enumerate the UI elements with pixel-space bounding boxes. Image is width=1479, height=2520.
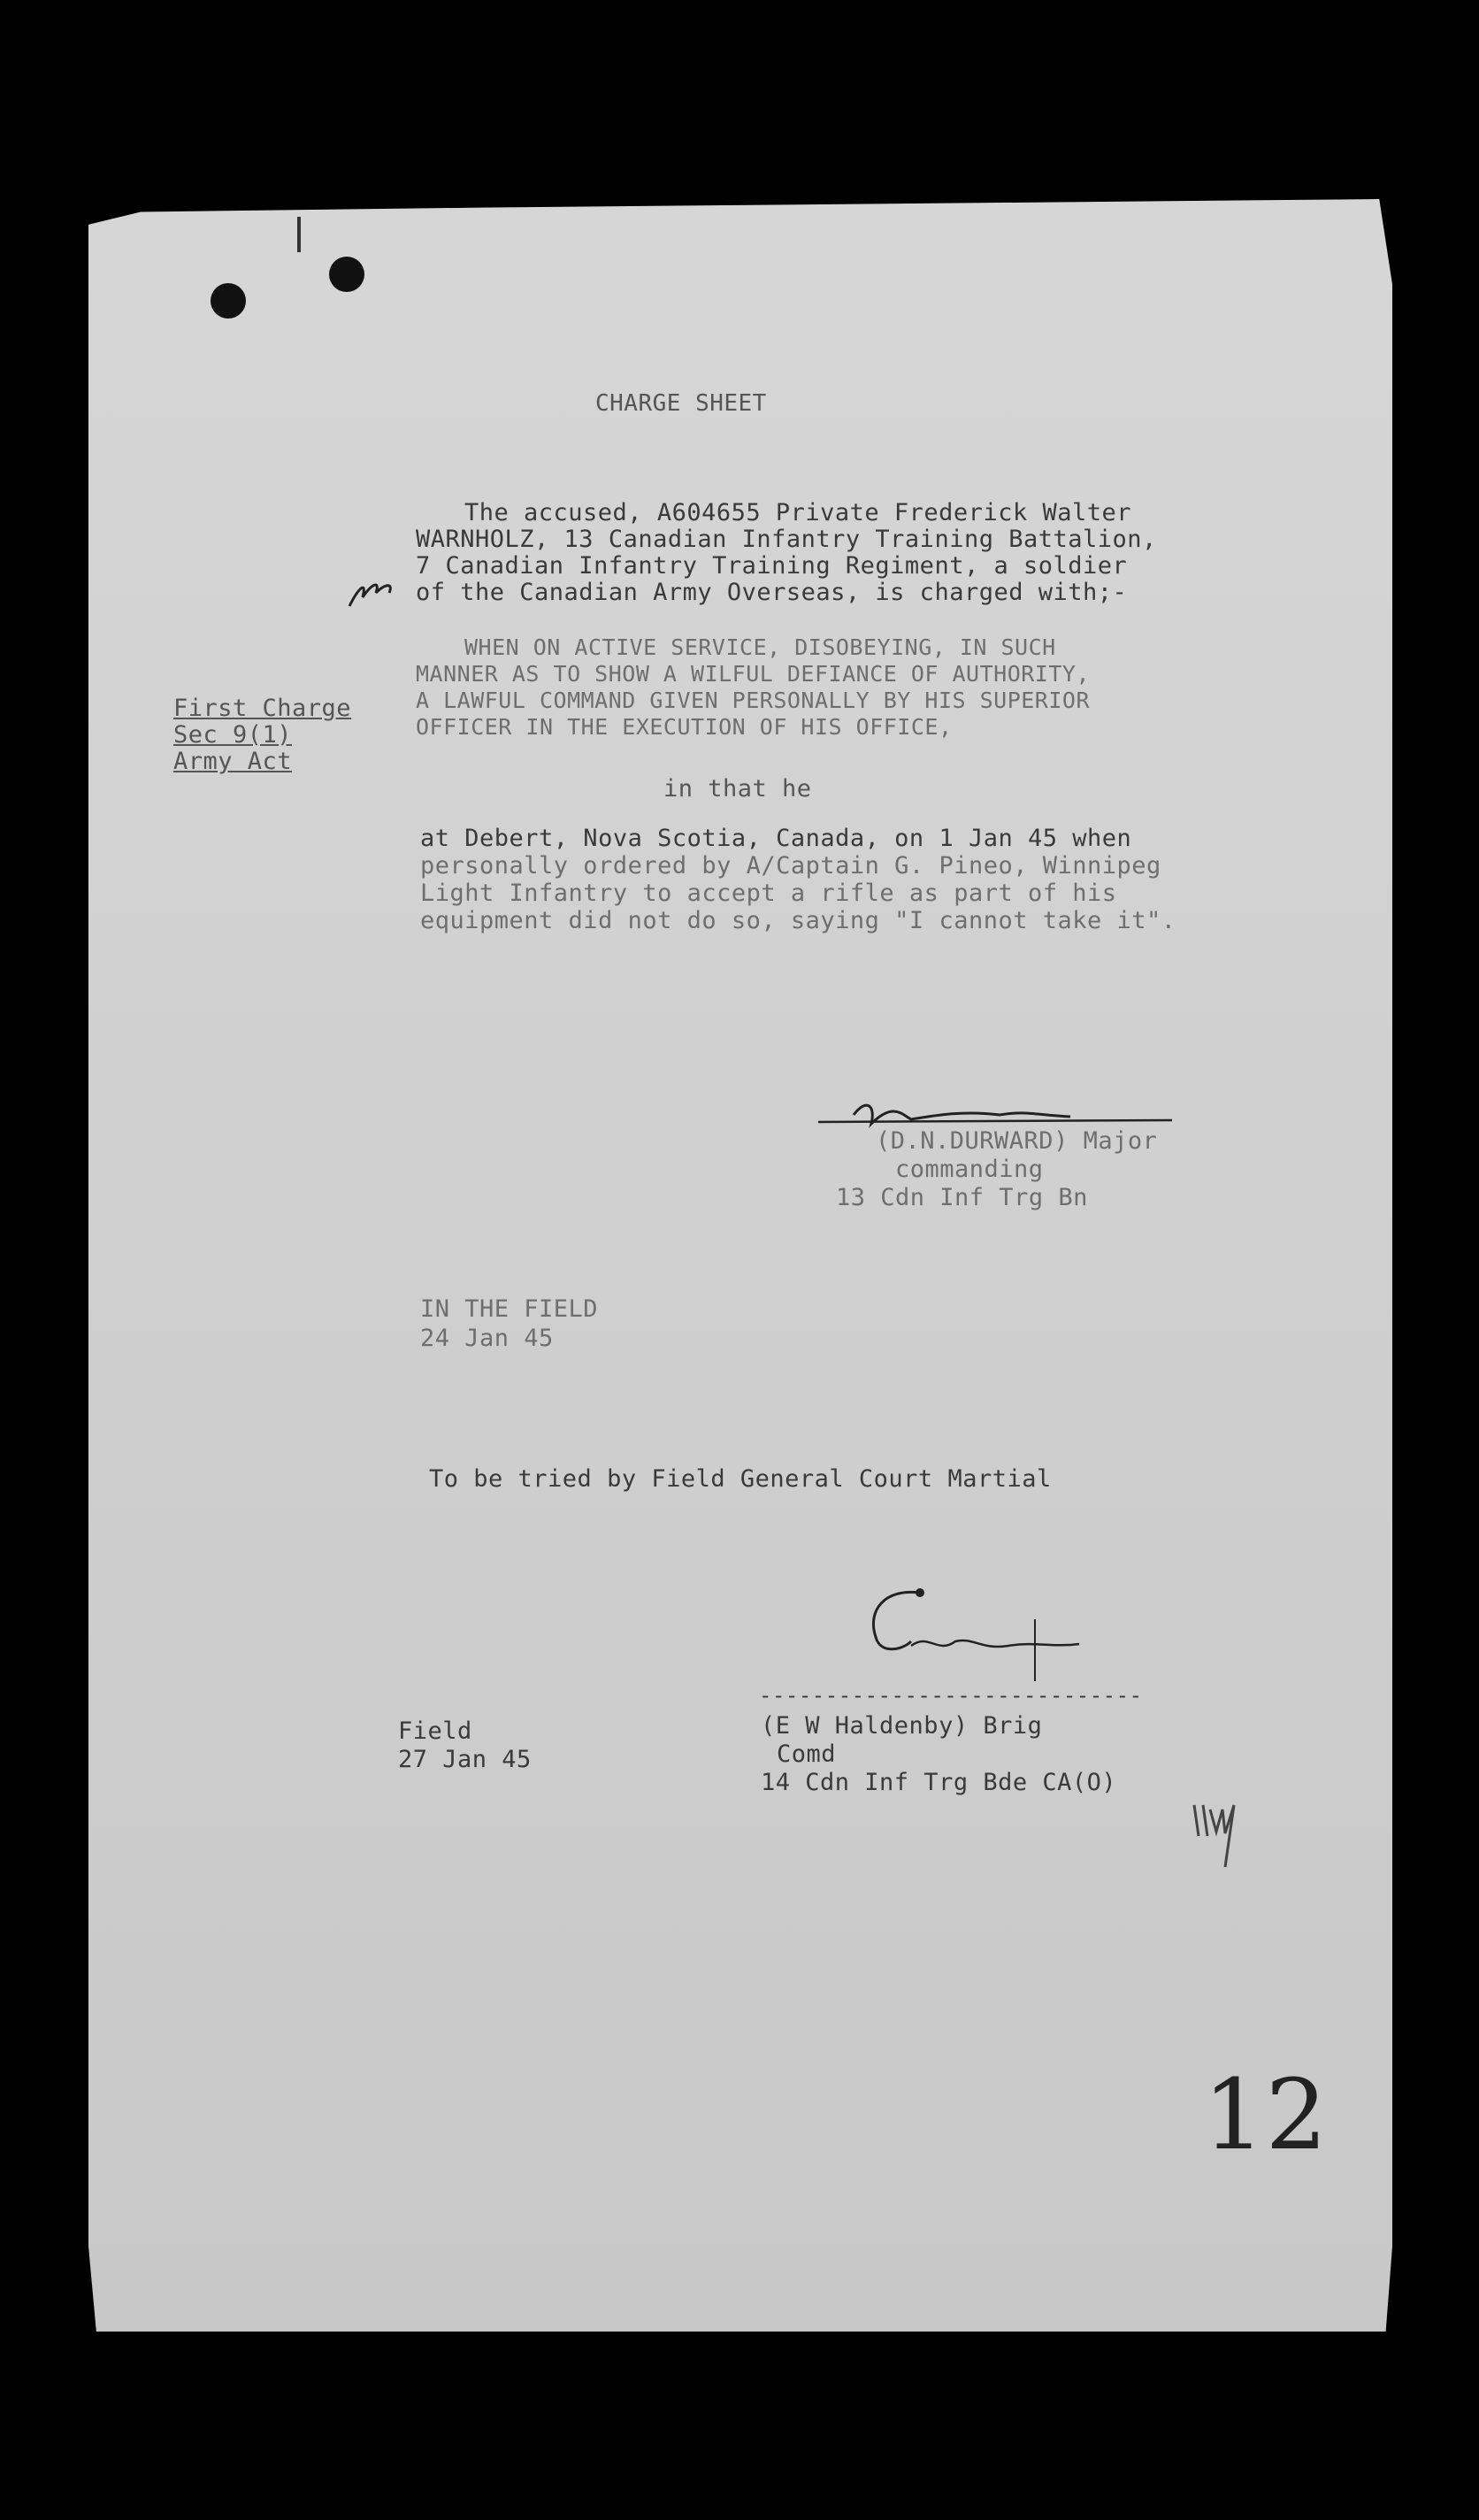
document-title: CHARGE SHEET	[595, 390, 767, 417]
signature1-unit: 13 Cdn Inf Trg Bn	[836, 1184, 1088, 1211]
signature1-role: commanding	[895, 1156, 1044, 1183]
margin-first-charge: First Charge	[173, 695, 352, 722]
punch-hole-left	[211, 283, 246, 319]
particulars-line-3: Light Infantry to accept a rifle as part of his	[420, 880, 1117, 907]
handwritten-initials	[1185, 1770, 1291, 1876]
date-2: 27 Jan 45	[398, 1746, 532, 1773]
signature2-unit: 14 Cdn Inf Trg Bde CA(O)	[761, 1769, 1117, 1796]
particulars-line-4: equipment did not do so, saying "I cannot take it".	[420, 907, 1176, 934]
signature1-name: (D.N.DURWARD) Major	[876, 1127, 1158, 1155]
signature2-role: Comd	[777, 1740, 837, 1768]
staple-mark	[297, 217, 301, 252]
intro-line-3: 7 Canadian Infantry Training Regiment, a soldier	[416, 552, 1128, 580]
intro-line-1: The accused, A604655 Private Frederick Walter	[464, 499, 1131, 526]
place-2: Field	[398, 1717, 472, 1745]
in-that-he: in that he	[663, 775, 812, 803]
charge-line-2: MANNER AS TO SHOW A WILFUL DEFIANCE OF AUTHORITY,	[416, 661, 1091, 687]
intro-line-4: of the Canadian Army Overseas, is charged with;-	[416, 579, 1128, 606]
place-1: IN THE FIELD	[420, 1295, 599, 1323]
charge-line-3: A LAWFUL COMMAND GIVEN PERSONALLY BY HIS SUPERIOR	[416, 688, 1091, 713]
page-number: 12	[1203, 2058, 1328, 2171]
punch-hole-right	[329, 257, 364, 292]
trial-order: To be tried by Field General Court Martial	[429, 1465, 1052, 1493]
charge-line-1: WHEN ON ACTIVE SERVICE, DISOBEYING, IN SUCH	[464, 634, 1056, 660]
margin-act: Army Act	[173, 748, 293, 775]
margin-section: Sec 9(1)	[173, 721, 293, 749]
particulars-line-2: personally ordered by A/Captain G. Pineo, Winnipeg	[420, 852, 1161, 880]
intro-line-2: WARNHOLZ, 13 Canadian Infantry Training Battalion,	[416, 526, 1157, 553]
date-1: 24 Jan 45	[420, 1325, 554, 1352]
signature2-name: (E W Haldenby) Brig	[761, 1712, 1043, 1740]
particulars-line-1: at Debert, Nova Scotia, Canada, on 1 Jan 45 when	[420, 825, 1132, 852]
signature2-line: -----------------------------	[759, 1683, 1143, 1708]
charge-line-4: OFFICER IN THE EXECUTION OF HIS OFFICE,	[416, 714, 953, 740]
handwritten-annotation	[345, 566, 407, 611]
